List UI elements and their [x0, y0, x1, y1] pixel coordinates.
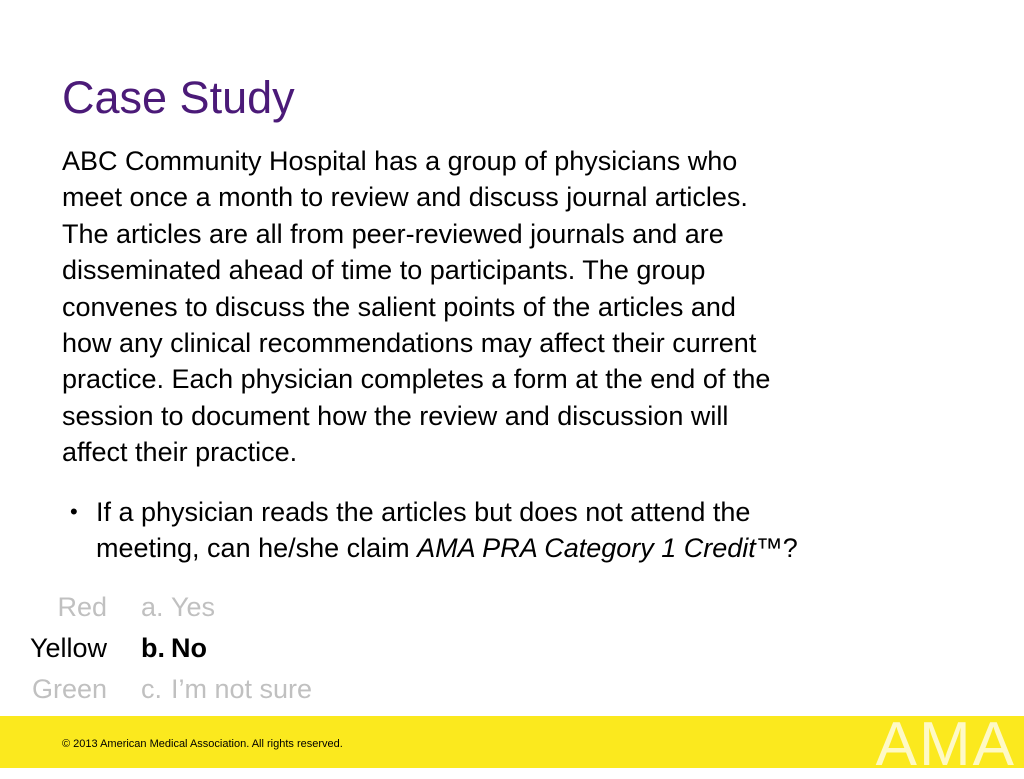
option-color-label: Red	[57, 592, 107, 622]
paragraph-line: affect their practice.	[62, 437, 298, 468]
bullet-marker: •	[70, 499, 78, 524]
question-prefix: meeting, can he/she claim	[96, 533, 418, 564]
question-suffix: ™?	[755, 533, 798, 564]
page-title: Case Study	[62, 72, 295, 123]
option-letter: a.	[141, 592, 164, 622]
ama-logo: AMA	[875, 710, 1016, 779]
option-text: I’m not sure	[171, 674, 313, 704]
paragraph-line: session to document how the review and discussion will	[62, 400, 729, 431]
option-color-label: Yellow	[29, 633, 107, 663]
paragraph-line: disseminated ahead of time to participants. The group	[62, 255, 706, 286]
footer-bar	[0, 710, 1024, 779]
question-line-1: If a physician reads the articles but does not attend the	[96, 497, 751, 527]
question-text	[96, 494, 1002, 567]
paragraph-line: how any clinical recommendations may affect their current	[62, 328, 757, 359]
option-yellow	[0, 628, 500, 669]
paragraph-line: convenes to discuss the salient points of the articles and	[62, 291, 736, 322]
option-red	[0, 587, 500, 628]
option-text: No	[171, 633, 207, 663]
option-color-label: Green	[31, 674, 107, 704]
option-letter: b.	[141, 633, 165, 663]
paragraph-line: meet once a month to review and discuss journal articles.	[62, 182, 748, 213]
case-description	[62, 143, 992, 471]
option-text: Yes	[171, 592, 216, 622]
question-line-2	[96, 530, 1002, 566]
paragraph-line: ABC Community Hospital has a group of physicians who	[62, 146, 738, 176]
option-green	[0, 669, 500, 710]
question-bullet	[62, 494, 1002, 567]
paragraph-line: The articles are all from peer-reviewed journals and are	[62, 218, 724, 249]
copyright-notice: © 2013 American Medical Association. All rights reserved.	[62, 738, 343, 750]
credit-name: AMA PRA Category 1 Credit	[417, 533, 756, 564]
option-letter: c.	[141, 674, 163, 704]
answer-options	[0, 587, 500, 710]
paragraph-line: practice. Each physician completes a form at the end of the	[62, 364, 771, 395]
